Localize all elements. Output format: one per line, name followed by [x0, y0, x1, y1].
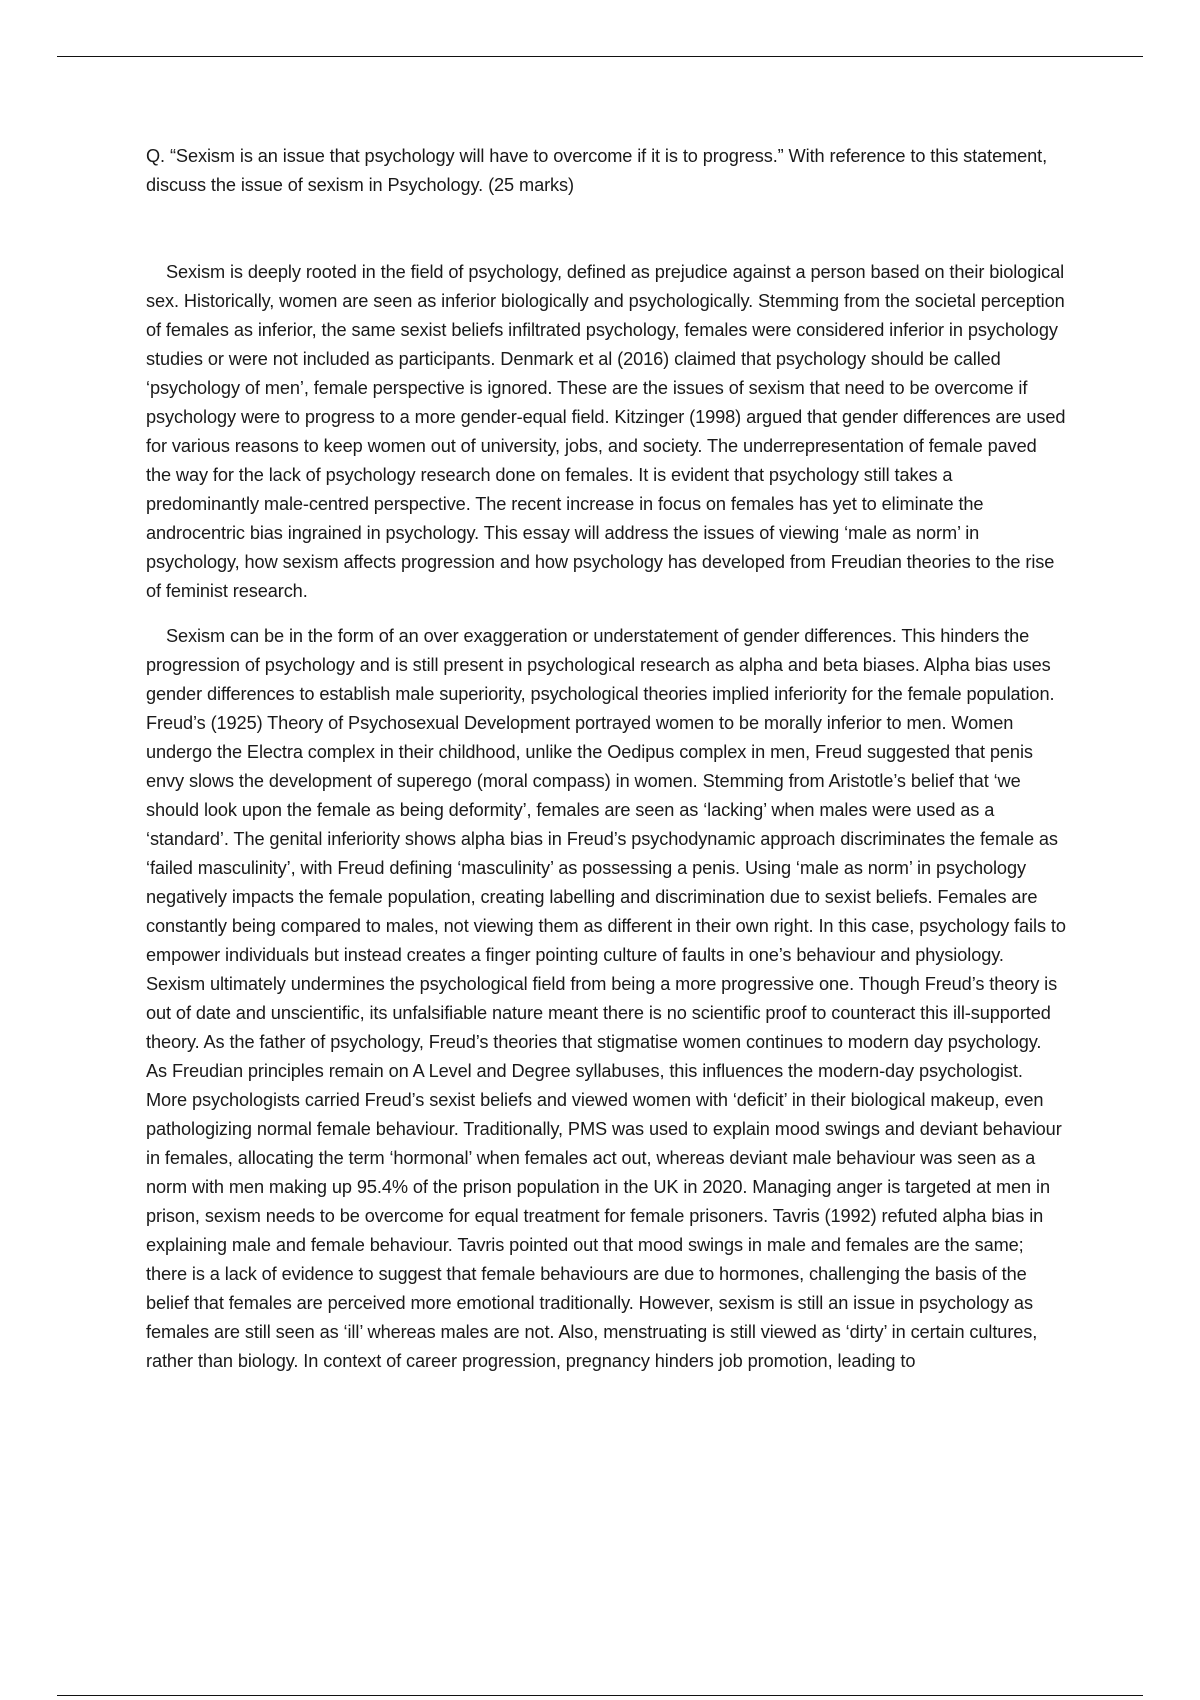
document-body	[146, 142, 1066, 1376]
header-rule	[57, 56, 1143, 57]
footer-rule	[57, 1695, 1143, 1696]
essay-question: Q. “Sexism is an issue that psychology will have to overcome if it is to progress.” With reference to this statement, discuss the issue of sexism in Psychology. (25 marks)	[146, 146, 1048, 195]
paragraph-alpha-bias: Sexism can be in the form of an over exaggeration or understatement of gender differences. This hinders the progression of psychology and is still present in psychological research as alpha and beta biases. Alpha bias uses gender differences to establish male superiority, psychological theories implied inferiority for the female population. Freud’s (1925) Theory of Psychosexual Development portrayed women to be morally inferior to men. Women undergo the Electra complex in their childhood, unlike the Oedipus complex in men, Freud suggested that penis envy slows the development of superego (moral compass) in women. Stemming from Aristotle’s belief that ‘we should look upon the female as being deformity’, females are seen as ‘lacking’ when males were used as a ‘standard’. The genital inferiority shows alpha bias in Freud’s psychodynamic approach discriminates the female as ‘failed masculinity’, with Freud defining ‘masculinity’ as possessing a penis. Using ‘male as norm’ in psychology negatively impacts the female population, creating labelling and discrimination due to sexist beliefs. Females are constantly being compared to males, not viewing them as different in their own right. In this case, psychology fails to empower individuals but instead creates a finger pointing culture of faults in one’s behaviour and physiology. Sexism ultimately undermines the psychological field from being a more progressive one. Though Freud’s theory is out of date and unscientific, its unfalsifiable nature meant there is no scientific proof to counteract this ill-supported theory. As the father of psychology, Freud’s theories that stigmatise women continues to modern day psychology. As Freudian principles remain on A Level and Degree syllabuses, this influences the modern-day psychologist. More psychologists carried Freud’s sexist beliefs and viewed women with ‘deficit’ in their biological makeup, even pathologizing normal female behaviour. Traditionally, PMS was used to explain mood swings and deviant behaviour in females, allocating the term ‘hormonal’ when females act out, whereas deviant male behaviour was seen as a norm with men making up 95.4% of the prison population in the UK in 2020. Managing anger is targeted at men in prison, sexism needs to be overcome for equal treatment for female prisoners. Tavris (1992) refuted alpha bias in explaining male and female behaviour. Tavris pointed out that mood swings in male and females are the same; there is a lack of evidence to suggest that female behaviours are due to hormones, challenging the basis of the belief that females are perceived more emotional traditionally. However, sexism is still an issue in psychology as females are still seen as ‘ill’ whereas males are not. Also, menstruating is still viewed as ‘dirty’ in certain cultures, rather than biology. In context of career progression, pregnancy hinders job promotion, leading to	[146, 626, 1066, 1371]
paragraph-introduction: Sexism is deeply rooted in the field of psychology, defined as prejudice against a person based on their biological sex. Historically, women are seen as inferior biologically and psychologically. Stemming from the societal perception of females as inferior, the same sexist beliefs infiltrated psychology, females were considered inferior in psychology studies or were not included as participants. Denmark et al (2016) claimed that psychology should be called ‘psychology of men’, female perspective is ignored. These are the issues of sexism that need to be overcome if psychology were to progress to a more gender-equal field. Kitzinger (1998) argued that gender differences are used for various reasons to keep women out of university, jobs, and society. The underrepresentation of female paved the way for the lack of psychology research done on females. It is evident that psychology still takes a predominantly male-centred perspective. The recent increase in focus on females has yet to eliminate the androcentric bias ingrained in psychology. This essay will address the issues of viewing ‘male as norm’ in psychology, how sexism affects progression and how psychology has developed from Freudian theories to the rise of feminist research.	[146, 262, 1066, 601]
